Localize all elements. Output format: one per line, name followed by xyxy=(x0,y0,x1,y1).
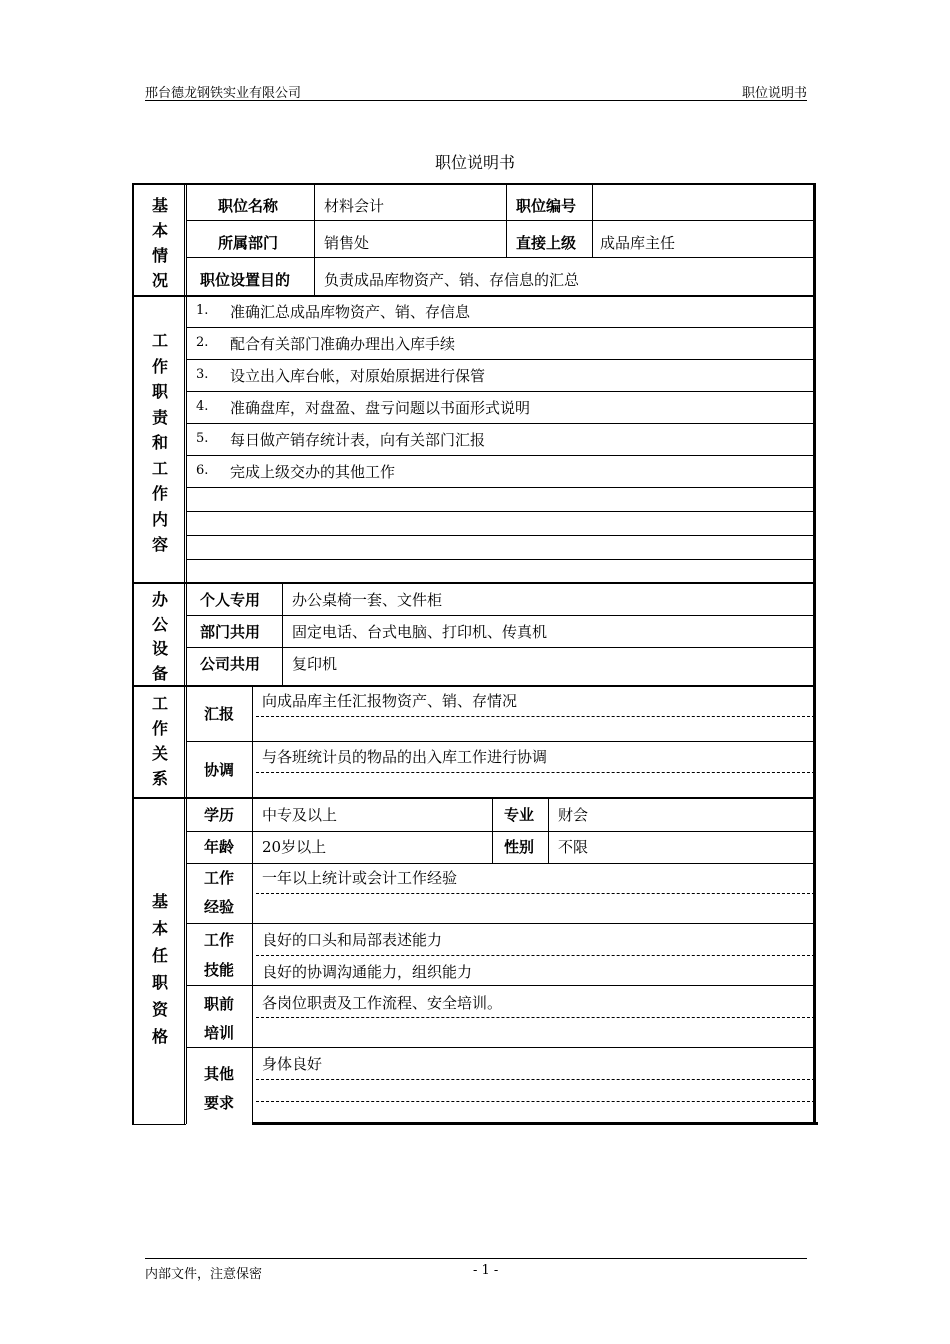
duty-4-number: 4. xyxy=(196,399,209,414)
superior-value: 成品库主任 xyxy=(600,234,676,252)
page-footer xyxy=(145,1258,807,1282)
dept-label: 所属部门 xyxy=(218,234,279,252)
duty-2-number: 2. xyxy=(196,335,209,350)
coord-label: 协调 xyxy=(204,761,235,779)
purpose-value: 负责成品库物资产、销、存信息的汇总 xyxy=(324,271,580,289)
training-label-line1: 职前 xyxy=(204,995,235,1013)
skill-label-line2: 技能 xyxy=(204,961,235,979)
duty-2-text: 配合有关部门准确办理出入库手续 xyxy=(230,335,456,353)
duties-section-label: 工作职责和工作内容 xyxy=(151,331,168,554)
company-equipment-label: 公司共用 xyxy=(200,655,261,673)
equipment-section-label: 办公设备 xyxy=(151,590,168,683)
duty-1-text: 准确汇总成品库物资产、销、存信息 xyxy=(230,303,471,321)
major-label: 专业 xyxy=(504,806,535,824)
coord-value: 与各班统计员的物品的出入库工作进行协调 xyxy=(262,748,548,766)
dept-equipment-label: 部门共用 xyxy=(200,623,261,641)
qualifications-section-label: 基本任职资格 xyxy=(151,892,168,1046)
company-name: 邢台德龙钢铁实业有限公司 xyxy=(145,86,302,101)
skill-value-1: 良好的口头和局部表述能力 xyxy=(262,931,443,949)
position-no-label: 职位编号 xyxy=(516,197,577,215)
job-description-table xyxy=(132,183,816,1124)
report-value: 向成品库主任汇报物资产、销、存情况 xyxy=(262,692,518,710)
training-value: 各岗位职责及工作流程、安全培训。 xyxy=(262,994,503,1012)
page-number: - 1 - xyxy=(473,1263,499,1278)
education-label: 学历 xyxy=(204,806,235,824)
dept-equipment-value: 固定电话、台式电脑、打印机、传真机 xyxy=(292,623,548,641)
superior-label: 直接上级 xyxy=(516,234,577,252)
duty-6-text: 完成上级交办的其他工作 xyxy=(230,463,396,481)
personal-equipment-value: 办公桌椅一套、文件柜 xyxy=(292,591,443,609)
duty-3-number: 3. xyxy=(196,367,209,382)
experience-label-line1: 工作 xyxy=(204,869,235,887)
skill-label-line1: 工作 xyxy=(204,931,235,949)
education-value: 中专及以上 xyxy=(262,806,338,824)
experience-label-line2: 经验 xyxy=(204,898,235,916)
dept-value: 销售处 xyxy=(324,234,370,252)
gender-value: 不限 xyxy=(558,838,589,856)
duty-5-text: 每日做产销存统计表，向有关部门汇报 xyxy=(230,431,486,449)
training-label-line2: 培训 xyxy=(204,1024,235,1042)
document-title: 职位说明书 xyxy=(434,153,515,172)
position-name-value: 材料会计 xyxy=(324,197,385,215)
basic-section-label: 基本情况 xyxy=(151,196,168,290)
confidential-note: 内部文件，注意保密 xyxy=(145,1267,263,1282)
position-name-label: 职位名称 xyxy=(218,197,279,215)
duty-3-text: 设立出入库台帐，对原始原据进行保管 xyxy=(230,367,486,385)
duty-1-number: 1. xyxy=(196,303,209,318)
other-label-line1: 其他 xyxy=(204,1065,235,1083)
report-label: 汇报 xyxy=(204,705,235,723)
age-label: 年龄 xyxy=(204,838,235,856)
company-equipment-value: 复印机 xyxy=(292,655,338,673)
page-header xyxy=(145,82,807,101)
duty-6-number: 6. xyxy=(196,463,209,478)
experience-value: 一年以上统计或会计工作经验 xyxy=(262,869,458,887)
purpose-label: 职位设置目的 xyxy=(200,271,291,289)
skill-value-2: 良好的协调沟通能力，组织能力 xyxy=(262,963,473,981)
gender-label: 性别 xyxy=(504,838,535,856)
duty-5-number: 5. xyxy=(196,431,209,446)
other-label-line2: 要求 xyxy=(204,1094,235,1112)
personal-equipment-label: 个人专用 xyxy=(200,591,261,609)
age-value: 20岁以上 xyxy=(262,838,327,856)
header-doc-type: 职位说明书 xyxy=(741,86,807,101)
other-value: 身体良好 xyxy=(262,1055,323,1073)
major-value: 财会 xyxy=(558,806,589,824)
duty-4-text: 准确盘库，对盘盈、盘亏问题以书面形式说明 xyxy=(230,399,531,417)
relations-section-label: 工作关系 xyxy=(151,694,168,788)
